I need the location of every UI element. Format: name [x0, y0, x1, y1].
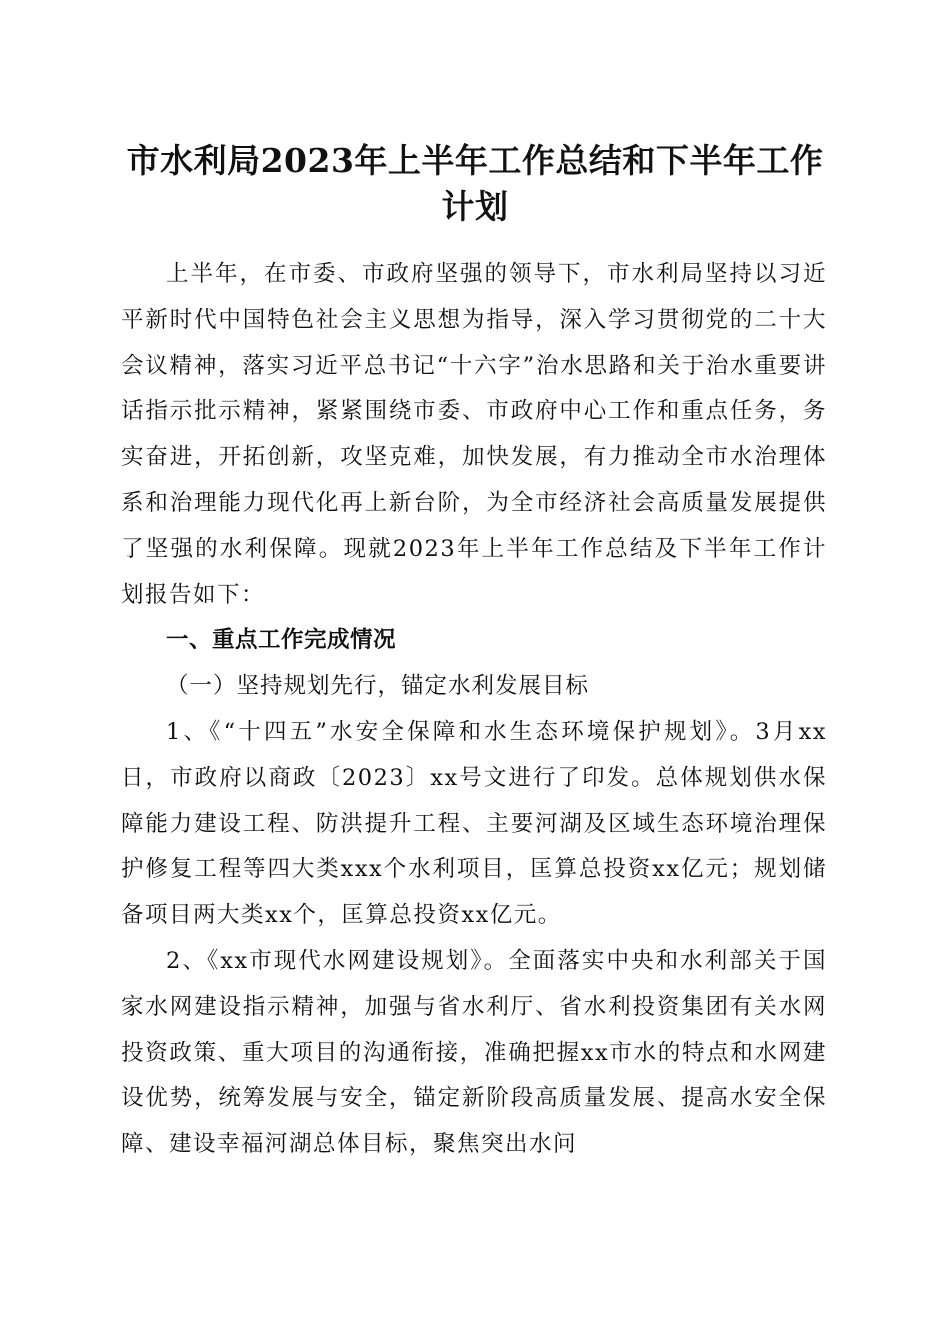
intro-paragraph: 上半年，在市委、市政府坚强的领导下，市水利局坚持以习近平新时代中国特色社会主义思想为指导，深入学习贯彻党的二十大会议精神，落实习近平总书记“十六字”治水思路和关于治水重要讲话指示批示精神，紧紧围绕市委、市政府中心工作和重点任务，务实奋进，开拓创新，攻坚克难，加快发展，有力推动全市水治理体系和治理能力现代化再上新台阶，为全市经济社会高质量发展提供了坚强的水利保障。现就2023年上半年工作总结及下半年工作计划报告如下： — [121, 261, 827, 608]
document-body — [121, 252, 827, 1168]
subsection-heading: （一）坚持规划先行，锚定水利发展目标 — [166, 673, 590, 700]
item-paragraph-1: 1、《“十四五”水安全保障和水生态环境保护规划》。3月xx日，市政府以商政〔2023〕xx号文进行了印发。总体规划供水保障能力建设工程、防洪提升工程、主要河湖及区域生态环境治理保护修复工程等四大类xxx个水利项目，匡算总投资xx亿元；规划储备项目两大类xx个，匡算总投资xx亿元。 — [121, 718, 827, 929]
item-paragraph-2: 2、《xx市现代水网建设规划》。全面落实中央和水利部关于国家水网建设指示精神，加强与省水利厅、省水利投资集团有关水网投资政策、重大项目的沟通衔接，准确把握xx市水的特点和水网建设优势，统筹发展与安全，锚定新阶段高质量发展、提高水安全保障、建设幸福河湖总体目标，聚焦突出水问 — [121, 947, 827, 1158]
document-title: 市水利局2023年上半年工作总结和下半年工作计划 — [126, 141, 824, 226]
section-heading: 一、重点工作完成情况 — [166, 627, 397, 654]
